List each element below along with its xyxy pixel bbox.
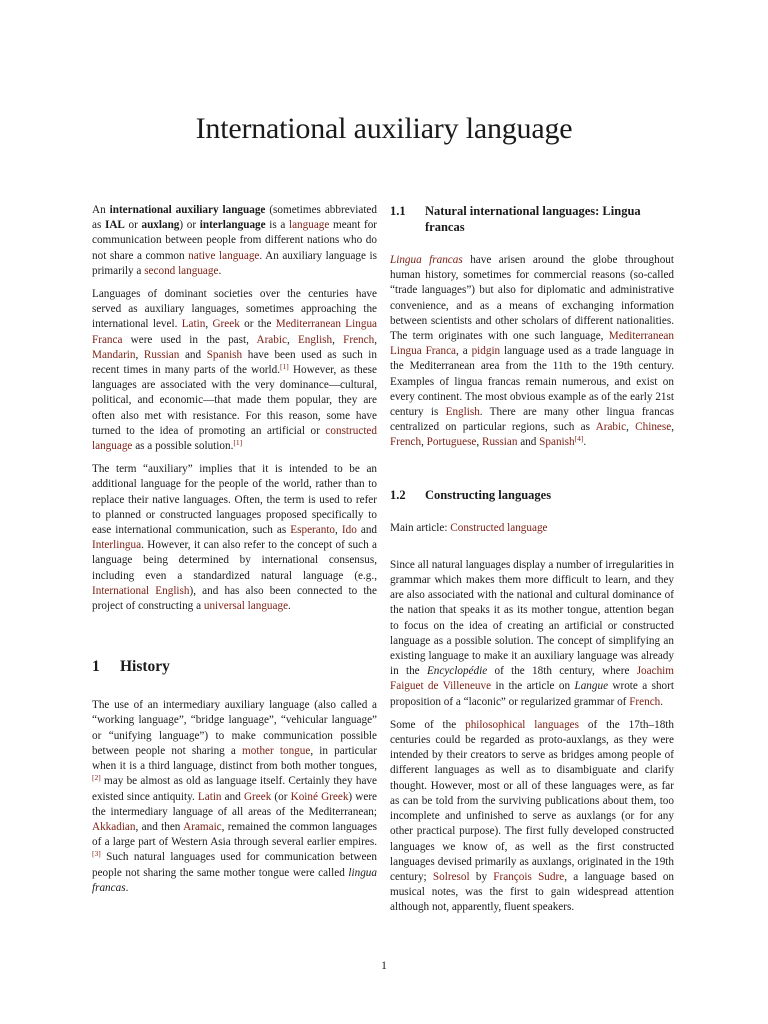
- citation-link[interactable]: [4]: [574, 434, 584, 444]
- text: ,: [374, 333, 377, 346]
- text: Some of the: [390, 718, 466, 731]
- link-russian[interactable]: Russian: [481, 436, 518, 449]
- text: .: [288, 600, 291, 613]
- text: , in particular when it is a third language, distinct from both mother tongues,: [92, 744, 378, 773]
- text: and: [356, 524, 378, 537]
- link-philosophical-languages[interactable]: philosophical languages: [465, 718, 579, 731]
- text: ) were the intermediary language of all areas of the Mediterranean;: [92, 790, 378, 818]
- link-koine-greek[interactable]: Koiné Greek: [290, 790, 349, 803]
- link-interlingua[interactable]: Interlingua: [92, 539, 142, 552]
- text: ,: [626, 421, 636, 434]
- text: .: [660, 695, 664, 708]
- section-number: 1.2: [390, 487, 406, 502]
- text: wrote a short proposition of a “laconic” or regularized grammar of: [390, 680, 674, 708]
- text: ,: [332, 333, 344, 346]
- link-mediterranean-lingua-franca[interactable]: Mediterranean Lingua Franca: [92, 318, 377, 346]
- text: ,: [135, 348, 144, 361]
- text: and: [517, 436, 540, 449]
- text: or the: [239, 318, 276, 331]
- link-second-language[interactable]: second language: [144, 264, 219, 277]
- text: , and then: [135, 820, 184, 833]
- page-title: International auxiliary language: [195, 112, 573, 145]
- text: or: [124, 219, 142, 232]
- text: by: [469, 870, 494, 883]
- italic-term: Langue: [574, 680, 609, 693]
- link-spanish[interactable]: Spanish: [206, 348, 243, 361]
- text: . However, it can also refer to the concept of such a language being determined by international consensus, including even a standardized natural language (e.g.,: [92, 539, 377, 582]
- lingua-francas-paragraph: [390, 253, 674, 451]
- section-number: 1.1: [390, 204, 406, 218]
- page-number: 1: [381, 960, 387, 972]
- text: . An auxiliary language is primarily a: [92, 249, 377, 277]
- link-solresol[interactable]: Solresol: [432, 870, 470, 883]
- link-constructed-language[interactable]: constructed language: [92, 424, 377, 453]
- link-greek[interactable]: Greek: [212, 318, 240, 331]
- section-number: 1: [92, 658, 100, 676]
- philosophical-languages-paragraph: [390, 718, 674, 916]
- text: may be almost as old as language itself. Certainly they have existed since antiquity.: [92, 775, 377, 803]
- text: and: [221, 790, 244, 803]
- constructing-paragraph: [390, 558, 674, 710]
- section-heading-history: [92, 658, 377, 676]
- main-article-note: [390, 521, 674, 536]
- intro-paragraph: [92, 203, 377, 279]
- text: Languages of dominant societies over the centuries have served as auxiliary languages, sometimes approaching the international level.: [92, 288, 377, 331]
- text: as a possible solution.: [132, 440, 234, 453]
- text: language used as a trade language in the Mediterranean area from the 11th to the 19th century. Examples of lingua francas remain numerous, and exist on every continent. The most obvious example as of the early 21st century is: [390, 345, 674, 419]
- link-french[interactable]: French: [343, 333, 375, 346]
- text: . There are many other lingua francas centralized on particular regions, such as: [390, 406, 675, 434]
- text: Such natural languages used for communication between people not sharing the same mother tongue were called: [92, 851, 377, 879]
- link-joachim-faiguet-de-villeneuve[interactable]: Joachim Faiguet de Villeneuve: [390, 665, 674, 693]
- text: ,: [335, 524, 342, 537]
- link-universal-language[interactable]: universal language: [203, 600, 289, 613]
- link-english[interactable]: English: [297, 333, 333, 346]
- link-french[interactable]: French: [390, 436, 422, 449]
- text: meant for communication between people from different nations who do not share a common: [92, 219, 378, 262]
- link-language[interactable]: language: [288, 219, 330, 232]
- link-lingua-francas[interactable]: Lingua francas: [390, 254, 463, 266]
- link-arabic[interactable]: Arabic: [595, 421, 627, 434]
- link-greek[interactable]: Greek: [243, 790, 272, 803]
- bold-term: international auxiliary language: [109, 204, 266, 216]
- text: An: [92, 204, 110, 216]
- italic-term: lingua francas: [92, 866, 377, 894]
- text: .: [218, 264, 222, 277]
- link-russian[interactable]: Russian: [143, 348, 180, 361]
- citation-link[interactable]: [1]: [233, 438, 243, 448]
- bold-term: interlanguage: [199, 219, 266, 232]
- citation-link[interactable]: [3]: [92, 849, 101, 859]
- text: .: [125, 881, 129, 894]
- dominant-languages-paragraph: [92, 287, 377, 454]
- main-article-label: Main article:: [390, 521, 451, 534]
- link-mother-tongue[interactable]: mother tongue: [242, 744, 311, 757]
- section-title: History: [120, 658, 170, 676]
- text: ,: [205, 318, 213, 331]
- link-arabic[interactable]: Arabic: [256, 333, 287, 346]
- link-native-language[interactable]: native language: [188, 249, 260, 262]
- text: Since all natural languages display a number of irregularities in grammar which makes them more difficult to learn, and they are also associated with the national and cultural dominance of the nation that speaks it as its mother tongue, attention began to focus on the idea of creating an artificial or constructed language as a possible solution. The concept of simplifying an existing language to make it an auxiliary language was already in the: [390, 558, 674, 678]
- text: ,: [421, 436, 427, 449]
- link-spanish[interactable]: Spanish: [539, 436, 575, 449]
- text: The use of an intermediary auxiliary language (also called a “working language”, “bridge language”, “vehicular language” or “unifying language”) to make communication possible between people not sharing a: [92, 699, 377, 757]
- link-latin[interactable]: Latin: [197, 790, 222, 803]
- citation-link[interactable]: [1]: [280, 362, 289, 372]
- text: However, as these languages are associated with the very dominance—cultural, political, and economic—that made them popular, they are often also met with resistance. For this reason, some have turned to the idea of promoting an artificial or: [92, 364, 377, 437]
- link-ido[interactable]: Ido: [341, 524, 357, 537]
- link-portuguese[interactable]: Portuguese: [426, 436, 477, 449]
- link-mediterranean-lingua-franca[interactable]: Mediterranean Lingua Franca: [390, 330, 674, 358]
- text: is a: [265, 219, 289, 232]
- text: ,: [671, 421, 674, 434]
- section-title: Natural international languages: Lingua francas: [425, 204, 641, 234]
- section-title: Constructing languages: [425, 487, 552, 502]
- bold-term: auxlang: [141, 219, 180, 232]
- text: ) or: [179, 219, 200, 232]
- text: have arisen around the globe throughout human history, sometimes for commercial reasons (so-called “trade languages”) but also for diplomatic and administrative convenience, and as a means of exchanging information between scientists and other scholars of different nationalities. The term originates with one such language,: [390, 254, 674, 343]
- link-constructed-language[interactable]: Constructed language: [450, 521, 548, 534]
- text: ), and has also been connected to the project of constructing a: [92, 584, 377, 613]
- citation-link[interactable]: [2]: [92, 773, 101, 783]
- link-francois-sudre[interactable]: François Sudre: [493, 870, 565, 883]
- text: , remained the common languages of a large part of Western Asia through several earlier empires.: [92, 820, 378, 849]
- text: ,: [286, 333, 298, 346]
- text: The term “auxiliary” implies that it is intended to be an additional language for the people of the world, rather than to replace their native languages. Often, the term is used to refer to planned or constructed languages proposed specifically to ease international communication, such as: [92, 463, 377, 537]
- text: of the 18th century, where: [487, 665, 637, 678]
- text: and: [179, 348, 207, 361]
- text: of the 17th–18th centuries could be regarded as proto-auxlangs, as they were intended by their creators to serve as bridges among people of different languages as well as to disambiguate and clarify thought. However, most or all of these languages were, as far as can be told from the surviving publications about them, too incomplete and unfinished to serve as auxlangs (or for any other practical purpose). The first fully developed constructed languages we know of, as well as the first constructed languages devised primarily as auxlangs, originated in the 19th century;: [390, 718, 674, 883]
- section-heading-lingua-francas: [390, 203, 674, 235]
- link-chinese[interactable]: Chinese: [635, 421, 672, 434]
- text: were used in the past,: [122, 333, 257, 346]
- text: (or: [271, 790, 291, 803]
- left-column: [92, 203, 377, 904]
- history-paragraph: [92, 698, 377, 896]
- bold-term: IAL: [104, 219, 125, 232]
- italic-term: Encyclopédie: [426, 665, 488, 678]
- text: , a language based on musical notes, was the first to gain widespread attention although not, apparently, fluent speakers.: [390, 870, 675, 914]
- link-aramaic[interactable]: Aramaic: [183, 820, 222, 833]
- link-esperanto[interactable]: Esperanto: [290, 524, 336, 537]
- link-international-english[interactable]: International English: [92, 584, 190, 597]
- text: .: [583, 436, 587, 449]
- link-mandarin[interactable]: Mandarin: [92, 348, 136, 361]
- term-auxiliary-paragraph: [92, 462, 377, 614]
- link-french[interactable]: French: [629, 695, 661, 708]
- section-heading-constructing-languages: [390, 487, 674, 503]
- text: have been used as such in recent times in many parts of the world.: [92, 348, 378, 377]
- text: , a: [456, 345, 472, 358]
- text: ,: [476, 436, 482, 449]
- link-latin[interactable]: Latin: [181, 318, 206, 331]
- link-english[interactable]: English: [445, 406, 480, 419]
- right-column: [390, 203, 674, 924]
- link-pidgin[interactable]: pidgin: [471, 345, 501, 358]
- text: (sometimes abbreviated as: [92, 204, 377, 232]
- text: in the article on: [491, 680, 575, 693]
- link-akkadian[interactable]: Akkadian: [92, 820, 136, 833]
